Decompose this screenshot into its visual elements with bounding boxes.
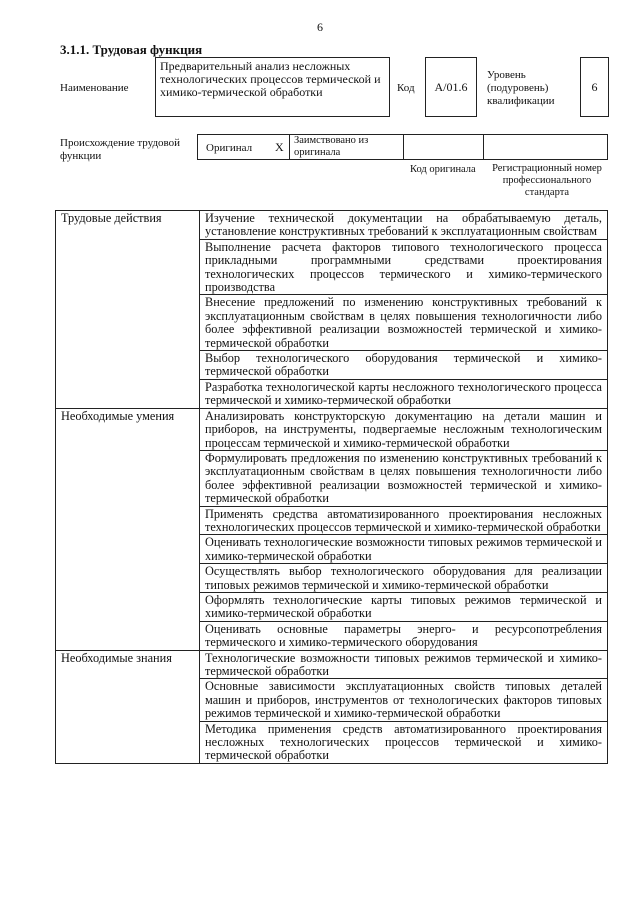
section-title: 3.1.1. Трудовая функция [60, 42, 203, 57]
list-item: Анализировать конструкторскую документацию на детали машин и приборов, на инструменты, подвергаемые несложным технологическим процессам термической и химико-термической обработки [200, 408, 608, 450]
original-mark: Х [275, 140, 284, 154]
list-item: Технологические возможности типовых режимов термической и химико-термической обработки [200, 650, 608, 679]
function-content-table [55, 210, 608, 764]
function-code: А/01.6 [425, 57, 477, 117]
borrowed-label: Заимствовано из оригинала [294, 135, 369, 158]
section-heading: Необходимые умения [56, 408, 200, 650]
origin-divider-1 [289, 134, 290, 160]
list-item: Формулировать предложения по изменению конструктивных требований к эксплуатационным свойствам в целях повышения технологичности либо более эффективной реализации возможностей термической и химико-термической обработки [200, 450, 608, 506]
name-label: Наименование [60, 82, 129, 94]
section-heading: Трудовые действия [56, 211, 200, 409]
list-item: Выбор технологического оборудования термической и химико-термической обработки [200, 351, 608, 380]
reg-number-caption: Регистрационный номер профессионального стандарта [492, 163, 602, 198]
list-item: Разработка технологической карты несложного технологического процесса термической и химико-термической обработки [200, 379, 608, 408]
list-item: Основные зависимости эксплуатационных свойств типовых деталей машин и приборов, инструментов от технологических факторов типовых режимов термической и химико-термической обработки [200, 679, 608, 721]
list-item: Изучение технической документации на обрабатываемую деталь, установление конструктивных требований к эксплуатационным свойствам [200, 211, 608, 240]
table-row [56, 408, 608, 450]
origin-divider-3 [483, 134, 484, 160]
list-item: Осуществлять выбор технологического оборудования для реализации типовых режимов термической и химико-термической обработки [200, 564, 608, 593]
list-item: Оформлять технологические карты типовых режимов термической и химико-термической обработки [200, 592, 608, 621]
list-item: Оценивать основные параметры энерго- и ресурсопотребления термического и химико-термического оборудования [200, 621, 608, 650]
origin-label: Происхождение трудовой функции [60, 137, 181, 162]
code-label: Код [397, 82, 415, 94]
level-label: Уровень (подуровень) квалификации [487, 69, 555, 107]
code-original-caption: Код оригинала [410, 164, 476, 175]
list-item: Оценивать технологические возможности типовых режимов термической и химико-термической обработки [200, 535, 608, 564]
table-row [56, 211, 608, 240]
qualification-level: 6 [580, 57, 609, 117]
function-name: Предварительный анализ несложных технологических процессов термической и химико-термической обработки [155, 57, 390, 117]
origin-divider-2 [403, 134, 404, 160]
list-item: Выполнение расчета факторов типового технологического процесса прикладными программными средствами проектирования технологических процессов термического и химико-термического производства [200, 239, 608, 295]
list-item: Методика применения средств автоматизированного проектирования несложных технологических процессов термической и химико-термической обработки [200, 721, 608, 763]
list-item: Применять средства автоматизированного проектирования несложных технологических процессов термической и химико-термической обработки [200, 506, 608, 535]
table-row [56, 650, 608, 679]
list-item: Внесение предложений по изменению конструктивных требований к эксплуатационным свойствам в целях повышения технологичности либо более эффективной реализации возможностей термической и химико-термической обработки [200, 295, 608, 351]
section-heading: Необходимые знания [56, 650, 200, 763]
original-label: Оригинал [206, 142, 253, 154]
page-number: 6 [317, 20, 323, 34]
